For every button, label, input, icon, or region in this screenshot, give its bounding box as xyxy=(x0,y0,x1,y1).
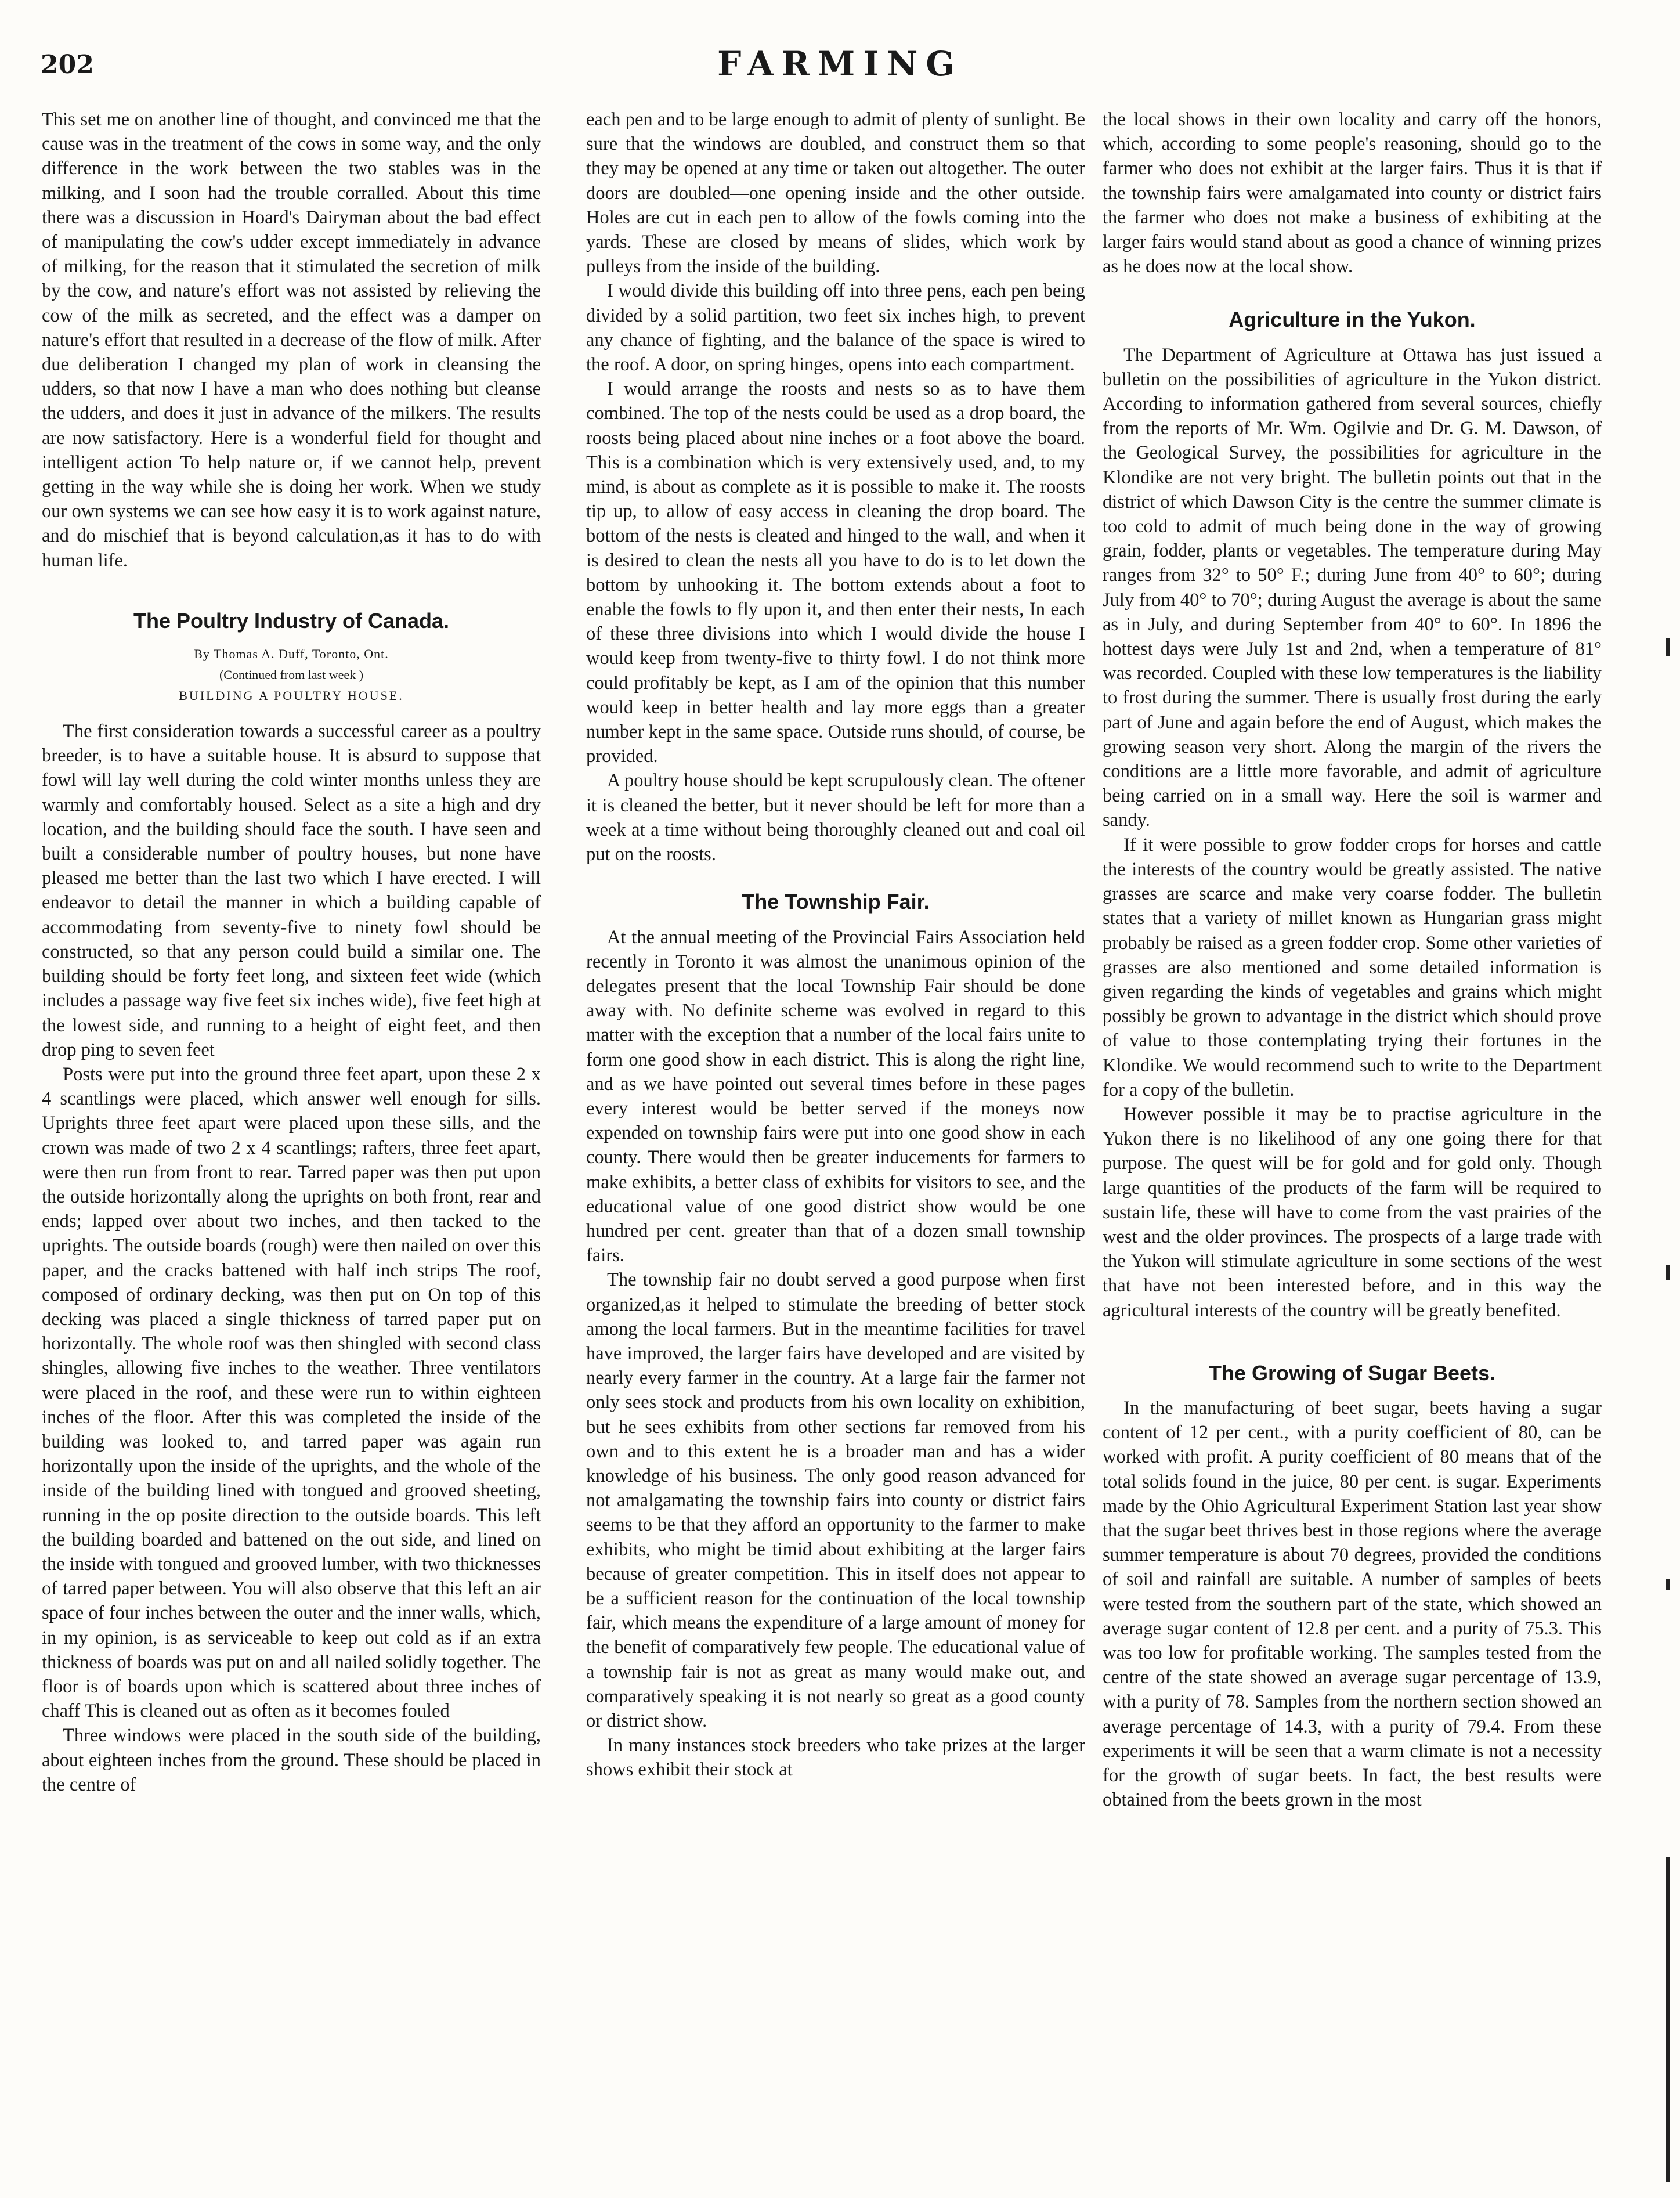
paragraph: However possible it may be to practise agriculture in the Yukon there is no likelihood of any one going there for that purpose. The quest will be for gold and for gold only. Though large quantities of the products of the farm will be required to sustain life, these will have to come from the vast prairies of the west and the older provinces. The prospects of a large trade with the Yukon will stimulate agriculture in some sections of the west that have not been interested before, and in this way the agricultural interests of the country will be greatly benefited. xyxy=(1103,1103,1602,1321)
paragraph: I would arrange the roosts and nests so as to have them combined. The top of the nests could be used as a drop board, the roosts being placed about nine inches or a foot above the board. This is a combination which is very extensively used, and, to my mind, is about as complete as it is possible to make it. The roosts tip up, to allow of easy access in cleaning the drop board. The bottom of the nests is cleated and hinged to the wall, and when it is desired to clean the nests all you have to do is to let down the bottom by unhooking it. The bottom extends about a foot to enable the fowls to fly upon it, and then enter their nests, In each of these three divisions into which I would divide the house I would keep from twenty-five to thirty fowl. I do not think more could profitably be kept, as I am of the opinion that this number would keep in better health and lay more eggs than a greater number kept in the same space. Outside runs should, of course, be provided. xyxy=(586,378,1085,767)
paragraph: A poultry house should be kept scrupulously clean. The oftener it is cleaned the better, but it never should be left for more than a week at a time without being thoroughly cleaned out and coal oil put on the roosts. xyxy=(586,770,1085,865)
paragraph: In many instances stock breeders who take prizes at the larger shows exhibit their stock at xyxy=(586,1735,1085,1781)
article-title-township-fair: The Township Fair. xyxy=(742,890,930,914)
column-2 xyxy=(586,107,1085,1782)
paragraph: This set me on another line of thought, and convinced me that the cause was in the treatment of the cows in some way, and the only difference in the work between the two stables was in the milking, and I soon had the trouble corralled. About this time there was a discussion in Hoard's Dairyman about the bad effect of manipulating the cow's udder except immediately in advance of milking, for the reason that it stimulated the secretion of milk by the cow, and nature's effort was not assisted by relieving the cow of the milk as secreted, and the effect was a damper on nature's effort that resulted in a decrease of the flow of milk. After due deliberation I changed my plan of work in cleansing the udders, so that now I have a man who does nothing but cleanse the udders, and does it just in advance of the milkers. The results are now satisfactory. Here is a wonderful field for thought and intelligent action To help nature or, if we cannot help, prevent getting in the way while she is doing her work. When we study our own systems we can see how easy it is to work against nature, and do mischief that is beyond calculation,as it has to do with human life. xyxy=(42,109,541,571)
continued-note: (Continued from last week ) xyxy=(219,667,364,683)
paragraph: Three windows were placed in the south side of the building, about eighteen inches from the ground. These should be placed in the centre of xyxy=(42,1725,541,1795)
scan-edge-mark xyxy=(1666,638,1670,656)
paragraph: At the annual meeting of the Provincial Fairs Association held recently in Toronto it was almost the unanimous opinion of the delegates present that the local Township Fair should be done away with. No definite scheme was evolved in regard to this matter with the exception that a number of the local fairs unite to form one good show in each district. This is along the right line, and as we have pointed out several times before in these pages every interest would be better served if the moneys now expended on township fairs were put into one good show in each county. There would then be greater inducements for farmers to make exhibits, a better class of exhibits for visitors to see, and the educational value of one good district show would be one hundred per cent. greater than that of a dozen small township fairs. xyxy=(586,926,1085,1266)
column-1 xyxy=(42,107,541,1797)
article-title-yukon: Agriculture in the Yukon. xyxy=(1229,308,1476,332)
scan-edge-mark xyxy=(1666,1579,1670,1590)
article-title-poultry: The Poultry Industry of Canada. xyxy=(133,608,450,633)
section-subhead: BUILDING A POULTRY HOUSE. xyxy=(179,688,404,703)
paragraph: If it were possible to grow fodder crops for horses and cattle the interests of the country would be greatly assisted. The native grasses are scarce and make very coarse fodder. The bulletin states that a variety of millet known as Hungarian grass might probably be raised as a green fodder crop. Some other varieties of grasses are also mentioned and some detailed information is given regarding the kinds of vegetables and grains which might possibly be grown to advantage in the district which should prove of value to those contemplating trying their fortunes in the Klondike. We would recommend such to write to the Department for a copy of the bulletin. xyxy=(1103,834,1602,1100)
byline: By Thomas A. Duff, Toronto, Ont. xyxy=(194,647,389,662)
running-head: FARMING xyxy=(717,44,963,84)
paragraph: the local shows in their own locality and carry off the honors, which, according to some people's reasoning, should go to the farmer who does not exhibit at the larger fairs. Thus it is that if the township fairs were amalgamated into county or district fairs the farmer who does not make a business of exhibiting at the larger fairs would stand about as good a chance of winning prizes as he does now at the local show. xyxy=(1103,109,1602,277)
scan-edge-mark xyxy=(1666,1265,1670,1280)
scan-edge-mark xyxy=(1666,1857,1670,2182)
paragraph: Posts were put into the ground three feet apart, upon these 2 x 4 scantlings were placed, which answer well enough for sills. Uprights three feet apart were placed upon these sills, and the crown was made of two 2 x 4 scantlings; rafters, three feet apart, were then run from front to rear. Tarred paper was then put upon the outside horizontally along the uprights on both front, rear and ends; lapped over about two inches, and then tacked to the uprights. The outside boards (rough) were then nailed on over this paper, and the cracks battened with half inch strips The roof, composed of ordinary decking, was then put on On top of this decking was placed a single thickness of tarred paper put on horizontally. The whole roof was then shingled with second class shingles, allowing five inches to the weather. Three ventilators were placed in the roof, and these were run to within eighteen inches of the floor. After this was completed the inside of the building was looked to, and tarred paper was again run horizontally upon the inside of the uprights, and the whole of the inside of the building lined with tongued and grooved sheeting, running in the op posite direction to the outside boards. This left the building boarded and battened on the out side, and lined on the inside with tongued and grooved lumber, with two thicknesses of tarred paper between. You will also observe that this left an air space of four inches between the outer and the inner walls, which, in my opinion, is as serviceable to keep out cold as if an extra thickness of boards was put on and all nailed solidly together. The floor is of boards upon which is scattered about three inches of chaff This is cleaned out as often as it becomes fouled xyxy=(42,1063,541,1722)
paragraph: I would divide this building off into three pens, each pen being divided by a solid partition, two feet six inches high, to prevent any chance of fighting, and the balance of the space is wired to the roof. A door, on spring hinges, opens into each compartment. xyxy=(586,280,1085,376)
column-3 xyxy=(1103,107,1602,1812)
article-title-sugar-beets: The Growing of Sugar Beets. xyxy=(1208,1360,1496,1385)
paragraph: In the manufacturing of beet sugar, beets having a sugar content of 12 per cent., with a purity coefficient of 80, can be worked with profit. A purity coefficient of 80 means that of the total solids found in the juice, 80 per cent. is sugar. Experiments made by the Ohio Agricultural Experiment Station last year show that the sugar beet thrives best in those regions where the average summer temperature is about 70 degrees, provided the conditions of soil and rainfall are suitable. A number of samples of beets were tested from the southern part of the state, which showed an average sugar content of 12.8 per cent. and a purity of 75.3. This was too low for profitable working. The samples tested from the centre of the state showed an average sugar percentage of 13.9, with a purity of 78. Samples from the northern section showed an average percentage of 14.3, with a purity of 79.4. From these experiments it will be seen that a warm climate is not a necessity for the growth of sugar beets. In fact, the best results were obtained from the beets grown in the most xyxy=(1103,1397,1602,1811)
paragraph: The Department of Agriculture at Ottawa has just issued a bulletin on the possibilities of agriculture in the Yukon district. According to information gathered from several sources, chiefly from the reports of Mr. Wm. Ogilvie and Dr. G. M. Dawson, of the Geological Survey, the possibilities for agriculture in the Klondike are not very bright. The bulletin points out that in the district of which Dawson City is the centre the summer climate is too cold to admit of much being done in the way of growing grain, fodder, plants or vegetables. The temperature during May ranges from 32° to 50° F.; during June from 40° to 60°; during July from 40° to 70°; during August the average is about the same as in July, and during September from 40° to 60°. In 1896 the hottest days were July 1st and 2nd, when a temperature of 81° was recorded. Coupled with these low temperatures is the liability to frost during the summer. There is usually frost during the early part of June and again before the end of August, which makes the growing season very short. Along the margin of the rivers the conditions are a little more favorable, and admit of agriculture being carried on in a small way. Here the soil is warmer and sandy. xyxy=(1103,344,1602,831)
paragraph: The township fair no doubt served a good purpose when first organized,as it helped to stimulate the breeding of better stock among the local farmers. But in the meantime facilities for travel have improved, the larger fairs have developed and are visited by nearly every farmer in the country. At a large fair the farmer not only sees stock and products from his own locality on exhibition, but he sees exhibits from other sections far removed from his own and to this extent he is a broader man and has a wider knowledge of his business. The only good reason advanced for not amalgamating the township fairs into county or district fairs seems to be that they afford an opportunity to the farmer to make exhibits, who might be timid about exhibiting at the larger fairs because of greater competition. This in itself does not appear to be a sufficient reason for the continuation of the local township fair, which means the expenditure of a large amount of money for the benefit of comparatively few people. The educational value of a township fair is not as great as many would make out, and comparatively speaking it is not nearly so great as a good county or district show. xyxy=(586,1269,1085,1731)
paragraph: each pen and to be large enough to admit of plenty of sunlight. Be sure that the windows are doubled, and construct them so that they may be opened at any time or taken out altogether. The outer doors are doubled—one opening inside and the other outside. Holes are cut in each pen to allow of the fowls coming into the yards. These are closed by means of slides, which work by pulleys from the inside of the building. xyxy=(586,109,1085,277)
page-number: 202 xyxy=(41,50,94,80)
paragraph: The first consideration towards a successful career as a poultry breeder, is to have a suitable house. It is absurd to suppose that fowl will lay well during the cold winter months unless they are warmly and comfortably housed. Select as a site a high and dry location, and the building should face the south. I have seen and built a considerable number of poultry houses, but none have pleased me better than the last two which I have erected. I will endeavor to detail the manner in which a building capable of accommodating from seventy-five to ninety fowl should be constructed, so that any person could build a similar one. The building should be forty feet long, and sixteen feet wide (which includes a passage way five feet six inches wide), five feet high at the lowest side, and running to a height of eight feet, and then drop ping to seven feet xyxy=(42,721,541,1060)
